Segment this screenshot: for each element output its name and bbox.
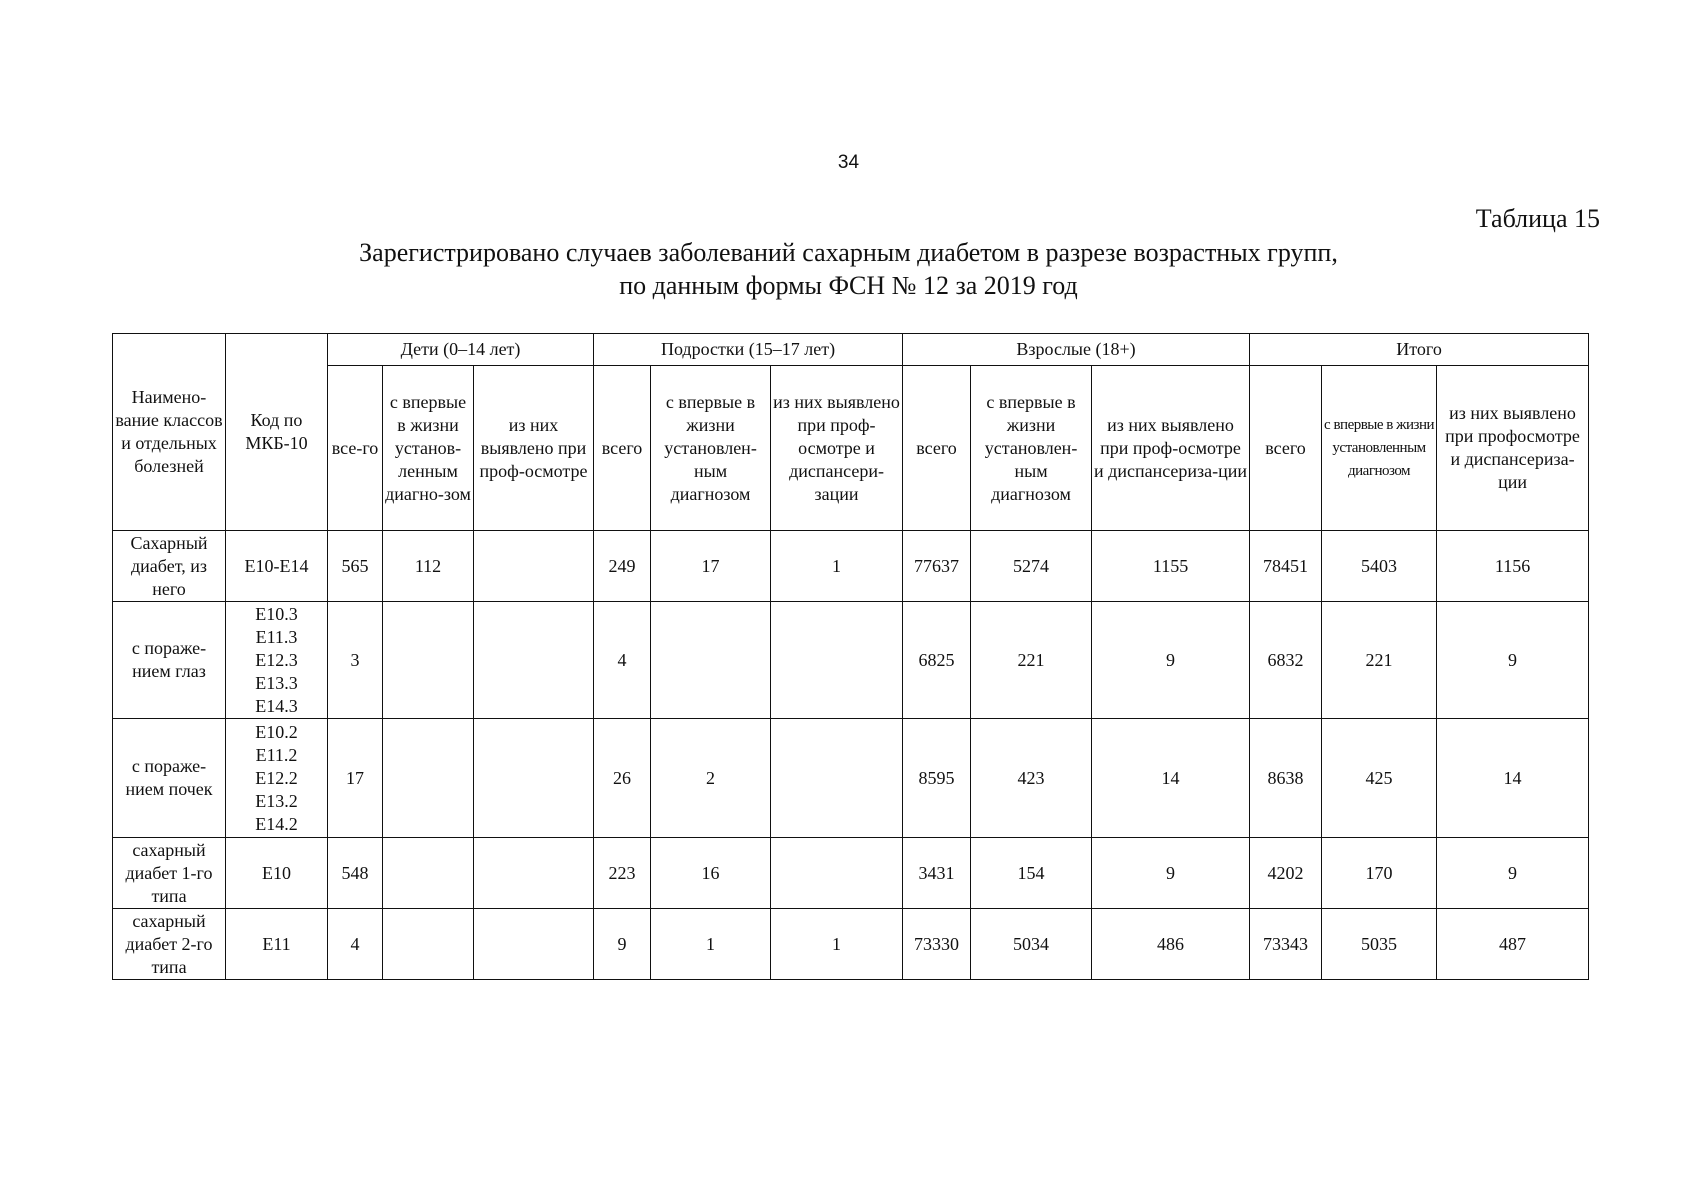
disease-name: с пораже-нием почек xyxy=(113,719,226,838)
total-total: 4202 xyxy=(1250,838,1322,909)
total-total: 78451 xyxy=(1250,531,1322,602)
icd-code: E11 xyxy=(226,909,328,980)
teens-first: 1 xyxy=(651,909,771,980)
children-prof xyxy=(474,909,594,980)
table-row xyxy=(113,719,1589,838)
header-adults-prof: из них выявлено при проф-осмотре и диспансериза-ции xyxy=(1092,366,1250,531)
teens-total: 223 xyxy=(594,838,651,909)
icd-code-list xyxy=(226,719,328,838)
children-prof xyxy=(474,531,594,602)
adults-prof: 1155 xyxy=(1092,531,1250,602)
adults-total: 3431 xyxy=(903,838,971,909)
teens-first: 17 xyxy=(651,531,771,602)
teens-total: 26 xyxy=(594,719,651,838)
teens-total: 4 xyxy=(594,602,651,719)
children-total: 548 xyxy=(328,838,383,909)
teens-prof: 1 xyxy=(771,909,903,980)
children-prof xyxy=(474,719,594,838)
header-group-children: Дети (0–14 лет) xyxy=(328,334,594,366)
icd-code: E14.3 xyxy=(255,695,298,716)
teens-first xyxy=(651,602,771,719)
children-total: 17 xyxy=(328,719,383,838)
header-adults-total: всего xyxy=(903,366,971,531)
children-prof xyxy=(474,838,594,909)
header-group-teens: Подростки (15–17 лет) xyxy=(594,334,903,366)
icd-code: E10.2 xyxy=(255,721,298,742)
table-label: Таблица 15 xyxy=(1475,204,1600,233)
total-prof: 1156 xyxy=(1437,531,1589,602)
adults-total: 77637 xyxy=(903,531,971,602)
table-row xyxy=(113,602,1589,719)
icd-code: E12.3 xyxy=(255,649,298,670)
children-total: 4 xyxy=(328,909,383,980)
icd-code-list xyxy=(226,602,328,719)
adults-first: 5274 xyxy=(971,531,1092,602)
diabetes-cases-table xyxy=(112,333,1589,980)
header-teens-first: с впервые в жизни установлен-ным диагнозом xyxy=(651,366,771,531)
table-row xyxy=(113,531,1589,602)
header-code: Код по МКБ-10 xyxy=(226,334,328,531)
total-total: 6832 xyxy=(1250,602,1322,719)
total-prof: 9 xyxy=(1437,602,1589,719)
adults-prof: 9 xyxy=(1092,602,1250,719)
children-total: 565 xyxy=(328,531,383,602)
header-teens-total: всего xyxy=(594,366,651,531)
header-total-prof: из них выявлено при профосмотре и диспансериза-ции xyxy=(1437,366,1589,531)
disease-name: с пораже-нием глаз xyxy=(113,602,226,719)
adults-prof: 14 xyxy=(1092,719,1250,838)
adults-first: 221 xyxy=(971,602,1092,719)
header-children-total: все-го xyxy=(328,366,383,531)
adults-first: 5034 xyxy=(971,909,1092,980)
teens-prof xyxy=(771,838,903,909)
total-total: 8638 xyxy=(1250,719,1322,838)
teens-prof: 1 xyxy=(771,531,903,602)
children-first xyxy=(383,909,474,980)
header-group-total: Итого xyxy=(1250,334,1589,366)
children-first xyxy=(383,719,474,838)
icd-code: E12.2 xyxy=(255,767,298,788)
adults-first: 154 xyxy=(971,838,1092,909)
icd-code: E10 xyxy=(226,838,328,909)
icd-code: E14.2 xyxy=(255,813,298,834)
teens-prof xyxy=(771,602,903,719)
disease-name: сахарный диабет 1-го типа xyxy=(113,838,226,909)
adults-first: 423 xyxy=(971,719,1092,838)
table-row xyxy=(113,909,1589,980)
header-total-total: всего xyxy=(1250,366,1322,531)
teens-total: 249 xyxy=(594,531,651,602)
title-line-2: по данным формы ФСН № 12 за 2019 год xyxy=(619,271,1078,300)
header-total-first: с впервые в жизни установленным диагнозом xyxy=(1322,366,1437,531)
adults-prof: 9 xyxy=(1092,838,1250,909)
teens-total: 9 xyxy=(594,909,651,980)
teens-first: 16 xyxy=(651,838,771,909)
disease-name: сахарный диабет 2-го типа xyxy=(113,909,226,980)
total-total: 73343 xyxy=(1250,909,1322,980)
total-prof: 9 xyxy=(1437,838,1589,909)
icd-code: E13.3 xyxy=(255,672,298,693)
table-title xyxy=(0,236,1697,302)
total-first: 425 xyxy=(1322,719,1437,838)
children-first: 112 xyxy=(383,531,474,602)
total-first: 5403 xyxy=(1322,531,1437,602)
icd-code: E13.2 xyxy=(255,790,298,811)
adults-prof: 486 xyxy=(1092,909,1250,980)
header-adults-first: с впервые в жизни установлен-ным диагнозом xyxy=(971,366,1092,531)
teens-first: 2 xyxy=(651,719,771,838)
total-prof: 487 xyxy=(1437,909,1589,980)
icd-code: E11.3 xyxy=(255,626,298,647)
total-first: 221 xyxy=(1322,602,1437,719)
page-number: 34 xyxy=(837,152,860,173)
icd-code: E10.3 xyxy=(255,603,298,624)
children-total: 3 xyxy=(328,602,383,719)
header-children-prof: из них выявлено при проф-осмотре xyxy=(474,366,594,531)
children-prof xyxy=(474,602,594,719)
total-prof: 14 xyxy=(1437,719,1589,838)
header-group-adults: Взрослые (18+) xyxy=(903,334,1250,366)
header-teens-prof: из них выявлено при проф-осмотре и диспансери-зации xyxy=(771,366,903,531)
adults-total: 73330 xyxy=(903,909,971,980)
total-first: 5035 xyxy=(1322,909,1437,980)
children-first xyxy=(383,602,474,719)
adults-total: 8595 xyxy=(903,719,971,838)
children-first xyxy=(383,838,474,909)
total-first: 170 xyxy=(1322,838,1437,909)
title-line-1: Зарегистрировано случаев заболеваний сахарным диабетом в разрезе возрастных групп, xyxy=(359,238,1338,267)
disease-name: Сахарный диабет, из него xyxy=(113,531,226,602)
adults-total: 6825 xyxy=(903,602,971,719)
icd-code: E10-E14 xyxy=(226,531,328,602)
table-row xyxy=(113,838,1589,909)
teens-prof xyxy=(771,719,903,838)
header-name: Наимено-вание классов и отдельных болезней xyxy=(113,334,226,531)
header-children-first: с впервые в жизни установ-ленным диагно-зом xyxy=(383,366,474,531)
icd-code: E11.2 xyxy=(255,744,298,765)
